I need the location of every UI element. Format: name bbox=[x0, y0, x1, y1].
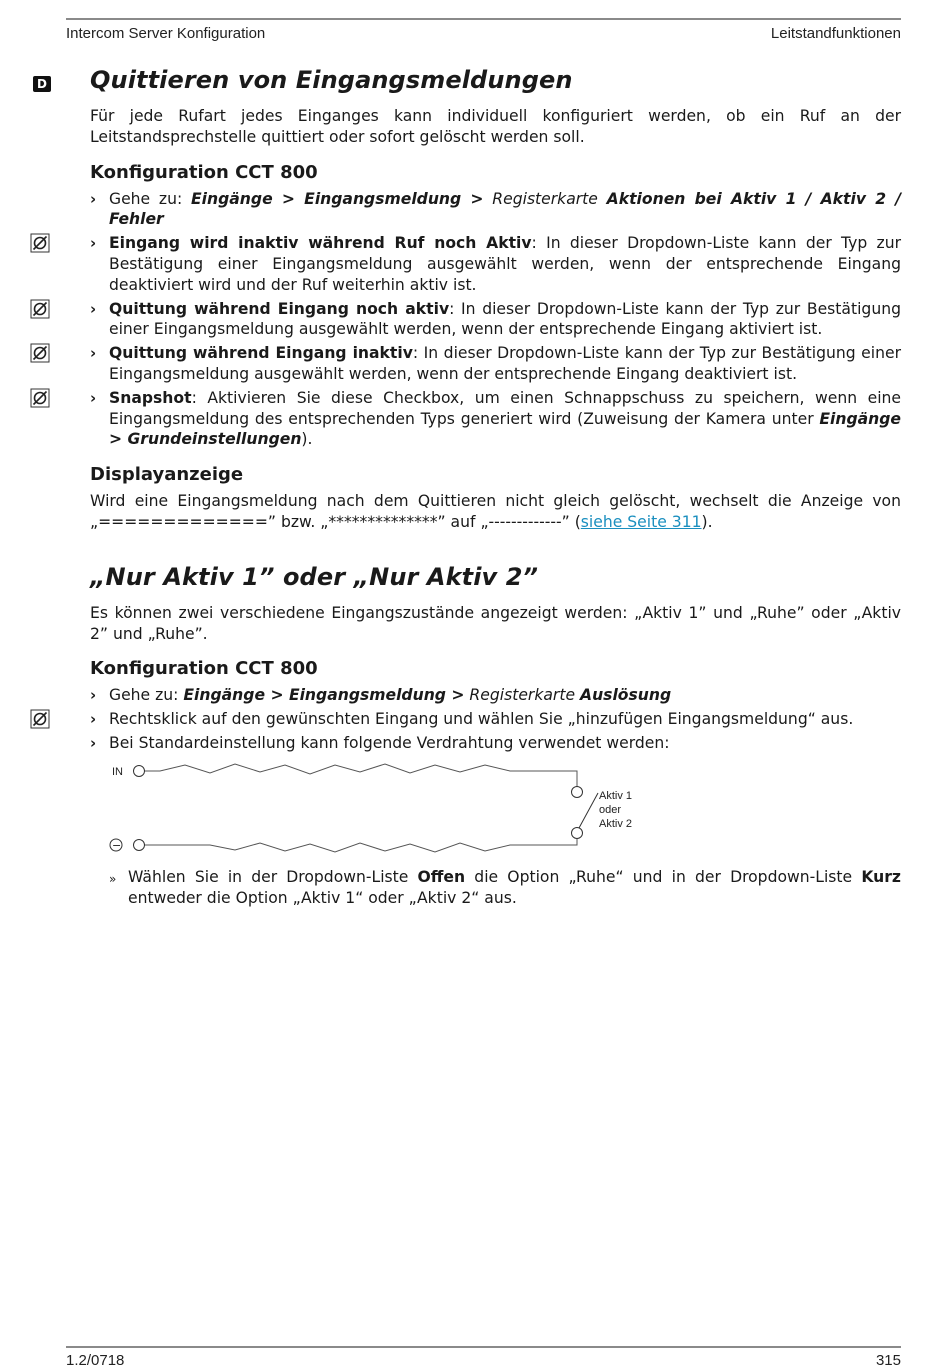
chevron-right-icon: › bbox=[90, 344, 97, 363]
config-heading: Konfiguration CCT 800 bbox=[90, 658, 318, 680]
option-term: Kurz bbox=[861, 867, 901, 886]
wire-top bbox=[145, 764, 577, 787]
section-intro: Es können zwei verschiedene Eingangszustände angezeigt werden: „Aktiv 1” und „Ruhe” oder „Aktiv 2” und „Ruhe”. bbox=[90, 603, 901, 643]
section-title: Quittieren von Eingangsmeldungen bbox=[90, 66, 573, 94]
chevron-right-icon: › bbox=[90, 733, 97, 752]
list-item: › Gehe zu: Eingänge > Eingangsmeldung > Registerkarte Auslösung bbox=[90, 686, 672, 705]
menu-path: Aktionen bei Aktiv 1 / Aktiv 2 / Fehler bbox=[109, 189, 902, 229]
chevron-right-icon: › bbox=[90, 299, 97, 318]
display-text: Wird eine Eingangsmeldung nach dem Quittieren nicht gleich gelöscht, wechselt die Anzeige von „=============” bzw. „**************” auf „-------------” (siehe Seite 311). bbox=[90, 492, 901, 531]
chevron-right-icon: › bbox=[90, 234, 97, 253]
list-item: › Gehe zu: Eingänge > Eingangsmeldung > Registerkarte Aktionen bei Aktiv 1 / Aktiv 2 / Fehler bbox=[90, 189, 902, 229]
substep-list bbox=[90, 867, 901, 909]
option-term: Snapshot bbox=[109, 388, 192, 407]
list-item: › Quittung während Eingang inaktiv: In dieser Dropdown-Liste kann der Typ zur Bestätigung einer Eingangsmeldung ausgewählt werden, wenn der entsprechende Eingang deaktiviert ist. bbox=[90, 343, 901, 385]
list-item: › Bei Standardeinstellung kann folgende Verdrahtung verwendet werden: bbox=[90, 733, 670, 752]
switch-terminal-bottom bbox=[572, 827, 583, 838]
list-item: › Snapshot: Aktivieren Sie diese Checkbox, um einen Schnappschuss zu speichern, wenn eine Eingangsmeldung des entsprechenden Typs generiert wird (Zuweisung der Kamera unter Eingänge > Grundeinstellungen). bbox=[90, 388, 901, 450]
config-heading: Konfiguration CCT 800 bbox=[90, 161, 318, 183]
list-item: › Eingang wird inaktiv während Ruf noch Aktiv: In dieser Dropdown-Liste kann der Typ zur Bestätigung einer Eingangsmeldung ausgewählt werden, wenn der entsprechende Eingang deaktiviert wird und der Ruf weiterhin aktiv ist. bbox=[90, 233, 901, 295]
not-available-icon bbox=[30, 343, 50, 363]
language-badge: D bbox=[33, 76, 51, 92]
switch-label: Aktiv 1 bbox=[599, 789, 633, 802]
option-term: Eingang wird inaktiv während Ruf noch Aktiv bbox=[109, 234, 532, 253]
menu-path: Eingänge > Grundeinstellungen bbox=[109, 409, 901, 449]
header-rule bbox=[66, 18, 901, 20]
not-available-icon bbox=[30, 299, 50, 319]
option-term: Quittung während Eingang noch aktiv bbox=[109, 299, 450, 318]
page-content bbox=[90, 66, 901, 911]
page-reference-link[interactable]: siehe Seite 311 bbox=[580, 512, 702, 531]
page-number: 315 bbox=[875, 1352, 901, 1369]
chevron-right-icon: › bbox=[90, 388, 97, 407]
switch-label: Aktiv 2 bbox=[599, 817, 633, 830]
list-item: » Wählen Sie in der Dropdown-Liste Offen die Option „Ruhe“ und in der Dropdown-Liste Kurz entweder die Option „Aktiv 1“ oder „Aktiv 2“ aus. bbox=[109, 867, 901, 907]
header-right: Leitstandfunktionen bbox=[770, 25, 901, 42]
wiring-diagram bbox=[90, 759, 650, 857]
menu-path: Eingänge > Eingangsmeldung > bbox=[191, 189, 484, 208]
not-available-icon bbox=[30, 233, 50, 253]
option-term: Quittung während Eingang inaktiv bbox=[109, 344, 413, 363]
section-title: „Nur Aktiv 1” oder „Nur Aktiv 2” bbox=[90, 562, 539, 591]
option-term: Offen bbox=[417, 867, 466, 886]
switch-label: oder bbox=[599, 803, 622, 816]
step-list bbox=[90, 685, 901, 753]
not-available-icon bbox=[30, 388, 50, 408]
list-item: › Rechtsklick auf den gewünschten Eingang und wählen Sie „hinzufügen Eingangsmeldung“ aus. bbox=[90, 709, 901, 730]
chevron-right-icon: › bbox=[90, 710, 97, 729]
not-available-icon bbox=[30, 709, 50, 729]
chevron-right-icon: › bbox=[90, 686, 97, 705]
chevron-right-icon: › bbox=[90, 189, 97, 208]
footer-rule bbox=[66, 1346, 901, 1348]
header-left: Intercom Server Konfiguration bbox=[66, 25, 266, 42]
wire-bottom bbox=[145, 839, 577, 852]
outlined-chevron-right-icon: » bbox=[109, 871, 117, 886]
footer-left: 1.2/0718 bbox=[66, 1352, 125, 1369]
minus-symbol: − bbox=[112, 838, 122, 852]
in-label: IN bbox=[112, 765, 123, 778]
section-intro: Für jede Rufart jedes Einganges kann individuell konfiguriert werden, ob ein Ruf an der Leitstandsprechstelle quittiert oder sofort gelöscht werden soll. bbox=[90, 107, 901, 146]
display-heading: Displayanzeige bbox=[90, 464, 244, 486]
menu-path: Eingänge > Eingangsmeldung > bbox=[183, 686, 465, 705]
in-terminal bbox=[134, 765, 145, 776]
switch-lever bbox=[579, 793, 598, 828]
minus-terminal-end bbox=[134, 839, 145, 850]
switch-terminal-top bbox=[572, 786, 583, 797]
menu-path: Auslösung bbox=[580, 686, 672, 705]
step-list bbox=[90, 189, 901, 451]
list-item: › Quittung während Eingang noch aktiv: In dieser Dropdown-Liste kann der Typ zur Bestätigung einer Eingangsmeldung ausgewählt werden, wenn der entsprechende Eingang aktiviert ist. bbox=[90, 299, 901, 341]
